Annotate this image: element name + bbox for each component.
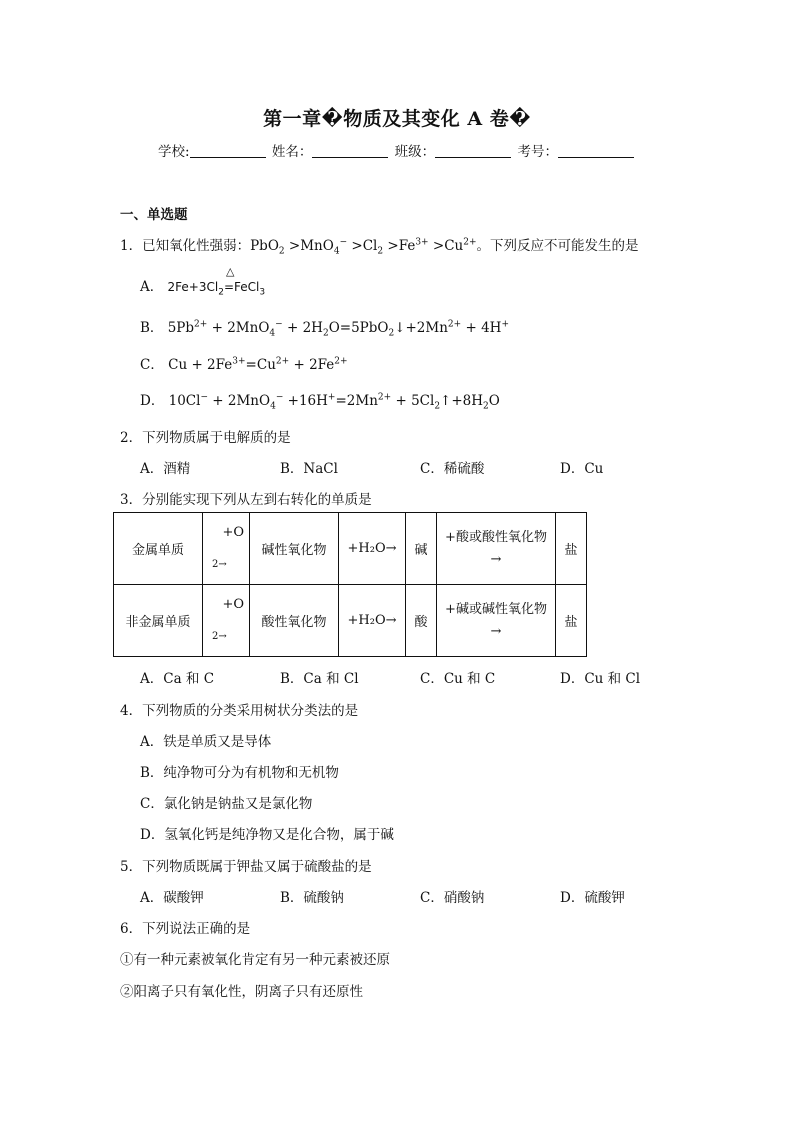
q5-options [140, 886, 700, 906]
doc-title: 第一章�物质及其变化 A 卷� [263, 108, 531, 130]
table-cell: 盐 [556, 585, 587, 657]
q1-stem: 1．已知氧化性强弱：$PbO_2 >MnO_4^- >Cl_2 >Fe^{3+} >Cu^{2+}$。下列反应不可能发生的是 [120, 237, 639, 257]
heat-triangle-icon: △ [225, 265, 235, 278]
field-number-label: 考号： [517, 144, 558, 160]
q5-option-c[interactable]: C．硝酸钠 [420, 890, 485, 906]
field-class-label: 班级： [394, 144, 436, 160]
table-cell: +H₂O→ [339, 513, 406, 585]
q2-option-d[interactable]: D．Cu [560, 461, 604, 477]
field-name-label: 姓名： [271, 144, 313, 160]
q6-item-2: ②阳离子只有氧化性，阴离子只有还原性 [120, 984, 363, 1000]
section-heading: 一、单选题 [120, 207, 188, 223]
q4-option-b[interactable]: B．纯净物可分为有机物和无机物 [140, 765, 339, 781]
q5-option-a[interactable]: A．碳酸钾 [140, 890, 204, 906]
q6-stem: 6．下列说法正确的是 [120, 921, 251, 937]
q5-option-d[interactable]: D．硫酸钾 [560, 890, 625, 906]
table-row [114, 513, 587, 585]
q4-option-c[interactable]: C．氯化钠是钠盐又是氯化物 [140, 796, 313, 812]
table-row [114, 585, 587, 657]
q1-option-c[interactable]: C． $Cu + 2Fe^{3+}=Cu^{2+} + 2Fe^{2+}$ [140, 356, 348, 373]
q4-option-d[interactable]: D．氢氧化钙是纯净物又是化合物，属于碱 [140, 827, 394, 843]
table-cell: 非金属单质 [114, 585, 203, 657]
q1-option-a-equation: $2Fe+3Cl_2$ △ =FeCl$_3$ [167, 265, 266, 298]
q1-oxidation-order: $PbO_2 >MnO_4^- >Cl_2 >Fe^{3+} >Cu^{2+}$ [250, 237, 477, 257]
q3-options [140, 667, 700, 687]
table-cell: 酸 [406, 585, 437, 657]
field-number-blank[interactable] [558, 145, 634, 158]
q2-option-b[interactable]: B．NaCl [280, 461, 338, 477]
q1-option-d-equation: $10Cl^- + 2MnO_4^- +16H^+=2Mn^{2+}$ + $5Cl_2↑+8H_2O$ [168, 392, 500, 412]
table-cell: 碱性氧化物 [250, 513, 339, 585]
field-name-blank[interactable] [312, 145, 388, 158]
q3-option-d[interactable]: D．Cu 和 Cl [560, 671, 641, 687]
field-class-blank[interactable] [435, 145, 511, 158]
table-cell: 酸性氧化物 [250, 585, 339, 657]
table-cell: +碱或碱性氧化物→ [437, 585, 556, 657]
table-cell: 金属单质 [114, 513, 203, 585]
q3-option-a[interactable]: A．Ca 和 C [140, 671, 215, 687]
q2-option-c[interactable]: C．稀硫酸 [420, 461, 485, 477]
field-school-label: 学校: [158, 144, 190, 160]
table-cell: 盐 [556, 513, 587, 585]
q1-option-c-equation: $Cu + 2Fe^{3+}=Cu^{2+} + 2Fe^{2+}$ [168, 356, 348, 373]
q3-option-c[interactable]: C．Cu 和 C [420, 671, 496, 687]
table-cell: +O 2→ [203, 585, 250, 657]
student-info-line [0, 140, 794, 160]
q1-option-d[interactable]: D． $10Cl^- + 2MnO_4^- +16H^+=2Mn^{2+}$ + $5Cl_2↑+8H_2O$ [140, 392, 500, 412]
q2-options [140, 457, 700, 477]
table-cell: +H₂O→ [339, 585, 406, 657]
q3-option-b[interactable]: B．Ca 和 Cl [280, 671, 359, 687]
table-cell: +酸或酸性氧化物→ [437, 513, 556, 585]
q1-option-b[interactable]: B． $5Pb^{2+} + 2MnO_4^-$ + $2H_2O=5PbO_2↓+2Mn^{2+} + 4H^+$ [140, 319, 510, 339]
q1-option-a[interactable]: A． $2Fe+3Cl_2$ △ =FeCl$_3$ [140, 265, 266, 298]
table-cell: 碱 [406, 513, 437, 585]
q2-option-a[interactable]: A．酒精 [140, 461, 191, 477]
table-cell: +O 2→ [203, 513, 250, 585]
q6-item-1: ①有一种元素被氧化肯定有另一种元素被还原 [120, 952, 390, 968]
q2-stem: 2．下列物质属于电解质的是 [120, 430, 291, 446]
q4-option-a[interactable]: A．铁是单质又是导体 [140, 734, 272, 750]
q1-option-b-equation: $5Pb^{2+} + 2MnO_4^-$ + $2H_2O=5PbO_2↓+2Mn^{2+} + 4H^+$ [167, 319, 510, 339]
q5-option-b[interactable]: B．硫酸钠 [280, 890, 344, 906]
q5-stem: 5．下列物质既属于钾盐又属于硫酸盐的是 [120, 859, 372, 875]
q3-stem: 3．分别能实现下列从左到右转化的单质是 [120, 492, 372, 508]
q4-stem: 4．下列物质的分类采用树状分类法的是 [120, 703, 359, 719]
q3-conversion-table [113, 512, 587, 657]
field-school-blank[interactable] [190, 145, 266, 158]
